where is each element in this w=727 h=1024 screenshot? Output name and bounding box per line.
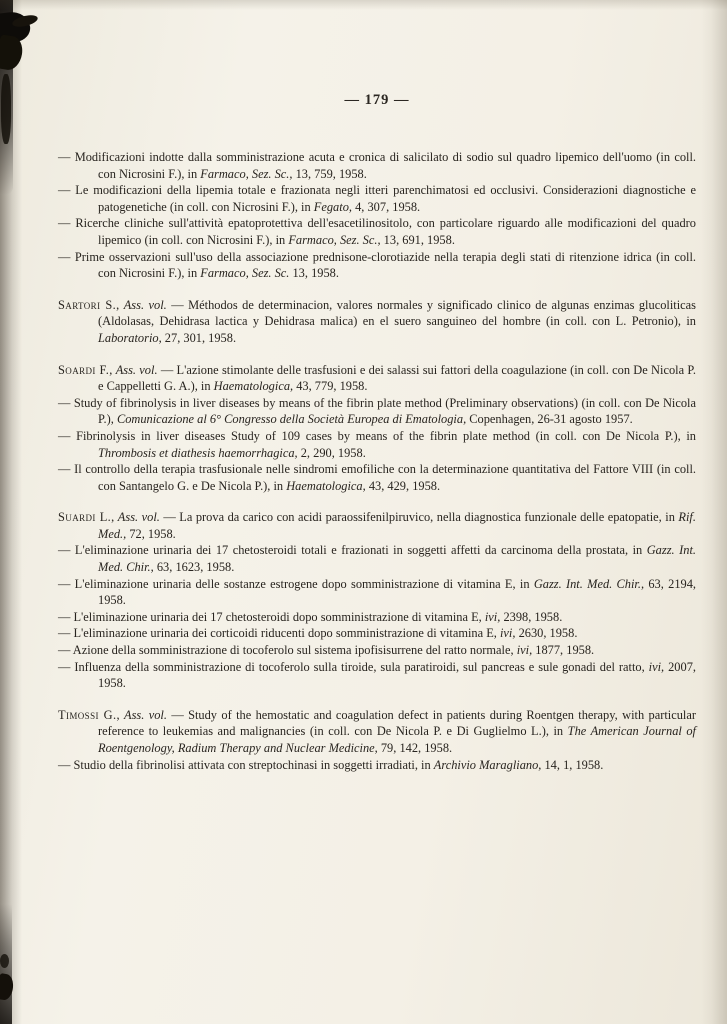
journal-title: Archivio Maragliano, <box>433 757 542 772</box>
bibliography-entry <box>58 149 696 182</box>
journal-title: Fegato, <box>313 199 352 214</box>
journal-title: ivi, <box>484 609 501 624</box>
bibliography-entry <box>58 509 696 542</box>
entry-text: 27, 301, 1958. <box>161 330 237 345</box>
journal-title: Comunicazione al 6° Congresso della Società Europea di Ematologia, <box>116 412 467 427</box>
journal-title: ivi, <box>648 659 665 674</box>
scan-artifact-bottom <box>0 973 15 1001</box>
journal-title: ivi, <box>499 626 516 641</box>
bibliography-entry <box>58 362 696 395</box>
bibliography-entry <box>58 576 696 609</box>
bibliography-entry <box>58 428 696 461</box>
entry-text: , <box>109 362 116 377</box>
page-number: — 179 — <box>344 92 410 108</box>
bibliography-entry <box>58 542 696 575</box>
bibliography-entry <box>58 395 696 428</box>
journal-title: Rif. Med., <box>98 510 696 541</box>
bibliography-entry <box>58 757 696 774</box>
entry-text: 2007, 1958. <box>98 659 696 691</box>
entry-text: 79, 142, 1958. <box>377 741 453 755</box>
entry-text: 13, 759, 1958. <box>292 166 367 181</box>
author-name: Sartori S. <box>58 297 117 312</box>
journal-title: Ass. vol. <box>117 510 160 525</box>
entry-text: — L'eliminazione urinaria dei corticoidi riducenti dopo somministrazione di vitamina E, <box>58 626 500 641</box>
entry-text: 63, 1623, 1958. <box>153 560 235 575</box>
scan-artifact-left-bottom <box>0 904 12 1024</box>
entry-text: 2, 290, 1958. <box>297 445 366 460</box>
bibliography-entry <box>58 249 696 282</box>
entry-text: , <box>111 510 118 525</box>
scan-artifact-bottom <box>0 954 9 968</box>
bibliography-entry <box>58 182 696 215</box>
entry-text: — Ricerche cliniche sull'attività epatoprotettiva dell'esacetilinositolo, con particolare riguardo alle modificazioni del quadro lipemico (in coll. con Nicrosini F.), in <box>58 216 696 247</box>
bibliography-entry <box>58 215 696 248</box>
entry-text: 72, 1958. <box>126 526 176 541</box>
entry-text: 13, 1958. <box>289 266 339 281</box>
journal-title: Haematologica, <box>286 478 366 493</box>
entry-text: 14, 1, 1958. <box>541 757 604 772</box>
bibliography-entry <box>58 297 696 347</box>
bibliography-section <box>58 509 696 692</box>
entry-text: — Study of the hemostatic and coagulation defect in patients during Roentgen therapy, with particular reference to leukemias and malignancies (in coll. con De Nicola P. e Di Guglielmo L.), in <box>98 707 696 739</box>
bibliography <box>58 149 696 773</box>
entry-text: — Le modificazioni della lipemia totale e frazionata negli itteri parenchimatosi ed occlusivi. Considerazioni diagnostiche e patogenetiche (in coll. con Nicrosini F.), in <box>58 183 696 214</box>
entry-text: 2398, 1958. <box>500 609 563 624</box>
entry-text: 43, 779, 1958. <box>293 379 368 394</box>
journal-title: Gazz. Int. Med. Chir., <box>533 576 645 591</box>
entry-text: 63, 2194, 1958. <box>98 576 697 608</box>
entry-text: — La prova da carico con acidi paraossifenilpiruvico, nella diagnostica funzionale delle epatopatie, in <box>159 510 679 525</box>
entry-text: — L'eliminazione urinaria dei 17 chetosteroidi totali e frazionati in soggetti affetti da carcinoma della prostata, in <box>58 543 647 558</box>
bibliography-entry <box>58 625 696 642</box>
bibliography-entry <box>58 461 696 494</box>
bibliography-entry <box>58 609 696 626</box>
bibliography-section <box>58 707 696 773</box>
bibliography-section <box>58 149 696 282</box>
entry-text: — L'eliminazione urinaria dei 17 chetosteroidi dopo somministrazione di vitamina E, <box>58 609 485 624</box>
journal-title: Haematologica, <box>213 379 294 394</box>
entry-text: — Modificazioni indotte dalla somministrazione acuta e cronica di salicilato di sodio sul quadro lipemico dell'uomo (in coll. con Nicrosini F.), in <box>58 150 696 181</box>
entry-text: 43, 429, 1958. <box>365 478 441 493</box>
entry-text: — Azione della somministrazione di tocoferolo sul sistema ipofisisurrene del ratto normale, <box>58 643 517 658</box>
entry-text: — Prime osservazioni sull'uso della associazione prednisone-clorotiazide nella terapia degli stati di ritenzione idrica (in coll. con Nicrosini F.), in <box>58 249 696 281</box>
journal-title: Ass. vol. <box>123 297 167 312</box>
page-edge-shadow <box>701 0 727 1024</box>
entry-text: — Studio della fibrinolisi attivata con streptochinasi in soggetti irradiati, in <box>58 757 434 772</box>
journal-title: Laboratorio, <box>98 330 162 345</box>
author-name: Soardi F. <box>58 362 110 377</box>
entry-text: — Study of fibrinolysis in liver diseases by means of the fibrin plate method (Preliminary observations) (in coll. con De Nicola P.), <box>58 395 696 427</box>
entry-text: — L'azione stimolante delle trasfusioni e dei salassi sui fattori della coagulazione (in coll. con De Nicola P. e Cappelletti G. A.), in <box>98 362 696 394</box>
entry-text: 1877, 1958. <box>532 643 595 658</box>
journal-title: Ass. vol. <box>124 707 167 722</box>
entry-text: , <box>116 297 124 312</box>
author-name: Timossi G. <box>58 707 117 722</box>
page-content <box>58 0 696 788</box>
scan-artifact-corner <box>1 74 11 144</box>
entry-text: Copenhagen, 26-31 agosto 1957. <box>466 412 633 427</box>
journal-title: Gazz. Int. Med. Chir., <box>98 543 696 575</box>
entry-text: 2630, 1958. <box>515 626 578 641</box>
author-name: Suardi L. <box>58 510 112 525</box>
journal-title: Thrombosis et diathesis haemorrhagica, <box>98 445 298 460</box>
entry-text: — Fibrinolysis in liver diseases Study of 109 cases by means of the fibrin plate method (in coll. con De Nicola P.), in <box>58 428 696 443</box>
bibliography-section <box>58 297 696 347</box>
entry-text: , <box>116 707 124 722</box>
bibliography-entry <box>58 642 696 659</box>
journal-title: Farmaco, Sez. Sc. <box>200 266 290 281</box>
journal-title: Farmaco, Sez. Sc., <box>288 232 381 247</box>
journal-title: The American Journal of Roentgenology, Radium Therapy and Nuclear Medicine, <box>98 724 697 755</box>
bibliography-entry <box>58 659 696 692</box>
journal-title: Farmaco, Sez. Sc., <box>200 166 293 181</box>
entry-text: — L'eliminazione urinaria delle sostanze estrogene dopo somministrazione di vitamina E, in <box>58 576 534 591</box>
entry-text: 13, 691, 1958. <box>380 232 455 247</box>
bibliography-entry <box>58 707 696 757</box>
entry-text: 4, 307, 1958. <box>352 199 421 214</box>
scan-artifact-corner <box>0 10 32 44</box>
journal-title: Ass. vol. <box>115 362 158 377</box>
journal-title: ivi, <box>516 643 533 658</box>
scan-artifact-corner <box>11 13 39 29</box>
entry-text: — Méthodos de determinacion, valores normales y significado clinico de algunas enzimas glucoliticas (Aldolasas, Dehidrasa lactica y Dehidrasa malica) en el suero sanguineo del hombre (in coll. con L. Petronio), in <box>98 297 696 329</box>
entry-text: — Il controllo della terapia trasfusionale nelle sindromi emofiliche con la determinazione quantitativa del Fattore VIII (in coll. con Santangelo G. e De Nicola P.), in <box>58 462 696 493</box>
scan-artifact-left-top <box>0 0 13 195</box>
binding-shadow <box>0 0 22 1024</box>
bibliography-section <box>58 362 696 495</box>
entry-text: — Influenza della somministrazione di tocoferolo sulla tiroide, sula paratiroidi, sul pancreas e sule gonadi del ratto, <box>58 659 649 674</box>
scan-artifact-corner <box>0 34 25 71</box>
